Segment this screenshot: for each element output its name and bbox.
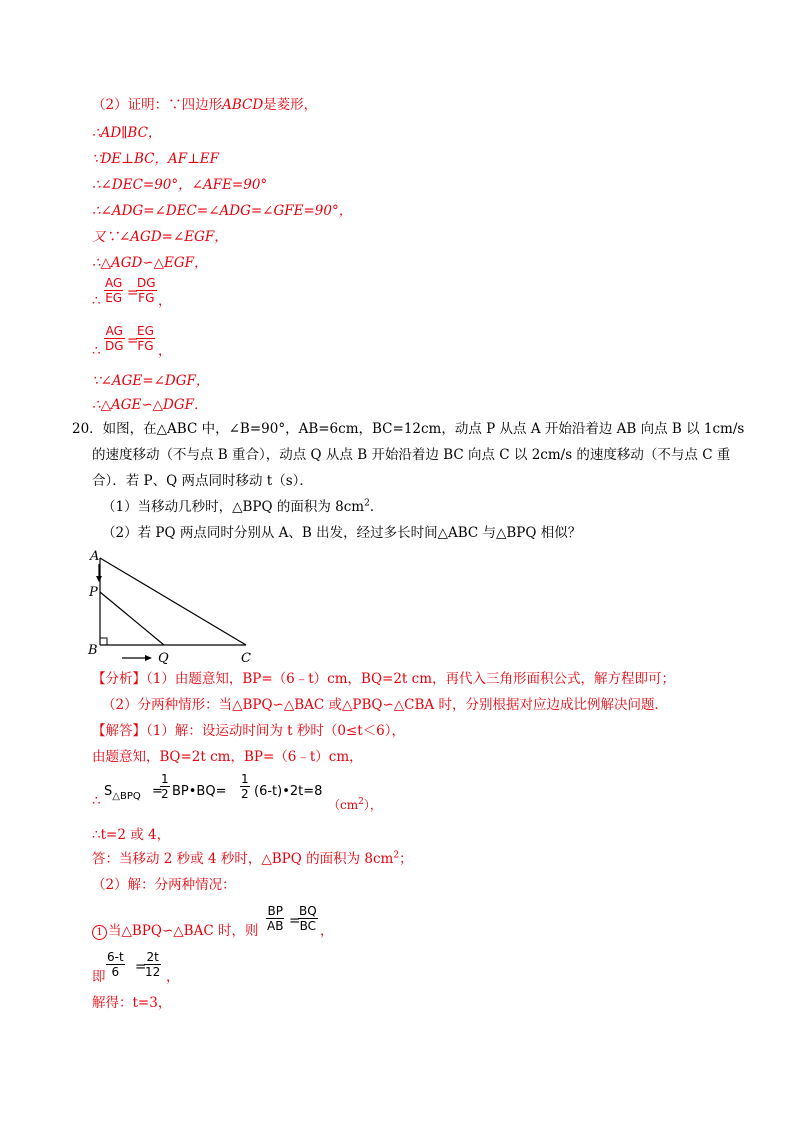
proof-line-1-text: （2）证明：∵四边形 (92, 97, 223, 113)
area-subscript: △BPQ (112, 791, 141, 802)
label-p: P (89, 585, 98, 600)
fraction-numerator: DG (137, 276, 156, 290)
proof-line-8: ∵∠AGE=∠DGF， (92, 373, 210, 389)
problem-line-2: 的速度移动（不与点 B 重合），动点 Q 从点 B 开始沿着边 BC 向点 C 以 2cm/s 的速度移动（不与点 C 重 (92, 447, 731, 463)
area-eq-1: = (152, 784, 163, 799)
area-half-1 (160, 772, 170, 801)
fraction-denominator: DG (105, 339, 124, 353)
fraction-denominator: 6 (111, 965, 120, 979)
proof-line-1-tail: 是菱形， (263, 97, 318, 113)
proof-line-9: ∴△AGE∽△DGF． (92, 397, 208, 413)
edge-ac (100, 558, 246, 645)
problem-question-1 (102, 498, 383, 516)
solution-line-6: （2）解：分两种情况： (92, 877, 236, 893)
proof-line-6: 又∵∠AGD=∠EGF， (92, 229, 228, 245)
case-1-suffix: ， (320, 923, 334, 939)
problem-line-1: 20．如图，在△ABC 中，∠B=90°，AB=6cm，BC=12cm，动点 P 从点 A 开始沿着边 AB 向点 B 以 1cm/s (72, 421, 745, 437)
proof-line-1 (92, 96, 317, 114)
proof-line-4: ∴∠DEC=90°，∠AFE=90° (92, 177, 268, 193)
label-a: A (90, 549, 100, 564)
fraction-numerator: 2t (146, 950, 159, 964)
ie-eq: = (135, 959, 147, 975)
problem-line-3: 合）．若 P、Q 两点同时移动 t（s）． (92, 473, 313, 489)
question-1-end: ． (369, 499, 384, 515)
area-symbol: S (104, 784, 113, 799)
arrow-down-head (96, 576, 102, 582)
proof-fraction-1-suffix: ， (158, 293, 172, 309)
solution-ie-prefix: 即 (92, 969, 106, 985)
case-1-fraction-left (266, 904, 284, 933)
triangle-figure (86, 548, 266, 664)
proof-line-1-quad: ABCD (222, 97, 264, 113)
question-1-text: （1）当移动几秒时，△BPQ 的面积为 8cm (102, 499, 365, 515)
proof-fraction-2-prefix: ∴ (92, 343, 101, 359)
fraction-numerator: BP (267, 904, 283, 918)
area-unit-end: ）， (363, 798, 382, 812)
fraction-denominator: 2 (241, 787, 249, 801)
proof-line-2: ∴AD∥BC， (92, 125, 162, 141)
fraction-numerator: AG (105, 276, 123, 290)
solution-area-prefix: ∴ (92, 793, 101, 809)
proof-line-7: ∴△AGD∽△EGF， (92, 255, 208, 271)
fraction-denominator: 12 (145, 965, 161, 979)
solution-line-9: 解得：t=3， (92, 995, 172, 1011)
ie-suffix: ， (166, 969, 180, 985)
segment-pq (100, 592, 164, 645)
fraction-numerator: BQ (299, 904, 317, 918)
case-1-fraction-right (298, 904, 318, 933)
fraction-denominator: BC (299, 919, 317, 933)
area-unit-sup: 2 (358, 797, 364, 807)
question-1-sup: 2 (364, 498, 370, 509)
arrow-right-head (145, 655, 152, 661)
fraction-denominator: EG (105, 291, 123, 305)
area-middle: BP•BQ= (172, 784, 227, 799)
proof-fraction-2-suffix: ， (158, 343, 172, 359)
label-q: Q (158, 651, 169, 664)
solution-line-2: 由题意知，BQ=2t cm，BP=（6﹣t）cm， (92, 749, 363, 765)
solution-area-formula (104, 783, 141, 802)
fraction-numerator: 1 (161, 772, 169, 786)
fraction-numerator: EG (137, 324, 154, 338)
solution-line-5-end: ； (399, 851, 413, 867)
proof-fraction-1-right (136, 276, 157, 305)
label-b: B (88, 643, 98, 658)
solution-line-4: ∴t=2 或 4， (92, 827, 171, 843)
proof-fraction-1-prefix: ∴ (92, 293, 101, 309)
analysis-line-1: 【分析】（1）由题意知，BP=（6﹣t）cm，BQ=2t cm，再代入三角形面积公式，解方程即可； (92, 671, 675, 687)
fraction-denominator: 2 (161, 787, 169, 801)
fraction-numerator: 6-t (107, 950, 124, 964)
solution-line-5-text: 答：当移动 2 秒或 4 秒时，△BPQ 的面积为 8cm (92, 851, 394, 867)
proof-fraction-1-left (104, 276, 123, 305)
proof-fraction-2-left (104, 324, 125, 353)
ie-fraction-right (144, 950, 161, 979)
fraction-numerator: AG (105, 324, 123, 338)
solution-line-5-sup: 2 (393, 850, 400, 861)
proof-line-5: ∴∠ADG=∠DEC=∠ADG=∠GFE=90°， (92, 203, 353, 219)
solution-case-1 (92, 922, 258, 940)
area-half-2 (240, 772, 250, 801)
fraction-numerator: 1 (241, 772, 249, 786)
circled-number-one: 1 (92, 925, 107, 940)
proof-line-3: ∵DE⊥BC，AF⊥EF (92, 151, 219, 167)
area-unit-text: （cm (328, 798, 359, 812)
fraction-denominator: AB (267, 919, 284, 933)
proof-fraction-2-right (136, 324, 155, 353)
proof-fraction-1-eq: = (127, 285, 139, 301)
analysis-line-2: （2）分两种情形：当△BPQ∽△BAC 或△PBQ∽△CBA 时，分别根据对应边成比例解决问题． (102, 697, 668, 713)
fraction-denominator: FG (138, 291, 155, 305)
case-1-eq: = (289, 913, 301, 929)
solution-line-5 (92, 850, 413, 868)
solution-case-1-text: 当△BPQ∽△BAC 时，则 (108, 923, 259, 939)
ie-fraction-left (106, 950, 125, 979)
fraction-denominator: FG (137, 339, 154, 353)
problem-question-2: （2）若 PQ 两点同时分别从 A、B 出发，经过多长时间△ABC 与△BPQ 相似？ (102, 525, 582, 541)
proof-fraction-2-eq: = (127, 333, 139, 349)
right-angle-mark (100, 638, 107, 645)
label-c: C (241, 651, 251, 664)
solution-line-1: 【解答】（1）解：设运动时间为 t 秒时（0≤t＜6）， (92, 723, 406, 739)
area-unit (328, 796, 382, 814)
area-tail: (6-t)•2t=8 (254, 784, 323, 799)
